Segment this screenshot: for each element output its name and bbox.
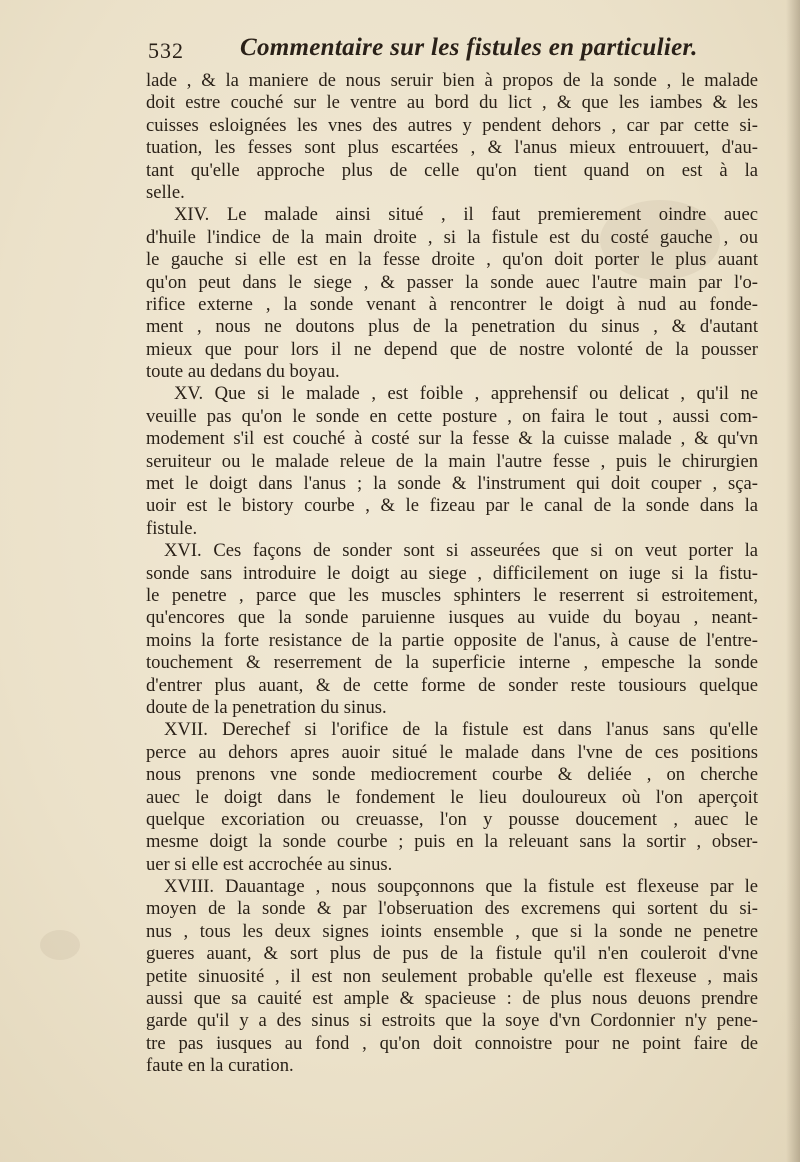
text-line: qu'encores que la sonde paruienne iusques au vuide du boyau , neant- [146, 607, 758, 629]
running-title: Commentaire sur les fistules en particulier. [240, 34, 698, 61]
text-line: qu'on peut dans le siege , & passer la sonde auec l'autre main par l'o- [146, 271, 758, 293]
text-line: mesme doigt la sonde courbe ; puis en la releuant sans la sortir , obser- [146, 831, 758, 853]
text-line: faute en la curation. [146, 1055, 294, 1077]
text-line: nus , tous les deux signes ioints ensemble , que si la sonde ne penetre [146, 920, 758, 942]
text-line: gueres auant, & sort plus de pus de la fistule qu'il n'en couleroit d'vne [146, 943, 758, 965]
section-heading-line: XVI. Ces façons de sonder sont si asseurées que si on veut porter la [164, 540, 758, 562]
text-line: tant qu'elle approche plus de celle qu'on tient quand on est à la [146, 159, 758, 181]
text-line: touchement & reserrement de la superficie interne , empesche la sonde [146, 652, 758, 674]
text-line: uer si elle est accrochée au sinus. [146, 853, 393, 875]
text-line: tre pas iusques au fond , qu'on doit connoistre pour ne point faire de [146, 1032, 758, 1054]
section-heading-line: XV. Que si le malade , est foible , apprehensif ou delicat , qu'il ne [174, 383, 758, 405]
text-line: veuille pas qu'on le sonde en cette posture , on faira le tout , aussi com- [146, 405, 758, 427]
paper-stain [40, 930, 80, 960]
text-line: lade , & la maniere de nous seruir bien à propos de la sonde , le malade [146, 70, 758, 91]
text-line: moins la forte resistance de la partie opposite de l'anus, à cause de l'entre- [146, 629, 758, 651]
text-line: ment , nous ne doutons plus de la penetration du sinus , & d'autant [146, 316, 758, 338]
text-line: fistule. [146, 517, 198, 539]
text-line: le penetre , parce que les muscles sphinters le reserrent si estroitement, [146, 584, 758, 606]
text-line: seruiteur ou le malade releue de la main l'autre fesse , puis le chirurgien [146, 450, 758, 472]
text-line: doit estre couché sur le ventre au bord du lict , & que les iambes & les [146, 92, 758, 114]
text-line: met le doigt dans l'anus ; la sonde & l'instrument qui doit couper , sça- [146, 473, 758, 495]
text-line: tuation, les fesses sont plus escartées , & l'anus mieux entrouuert, d'au- [146, 137, 758, 159]
text-line: aussi que sa cauité est ample & spacieuse : de plus nous deuons prendre [146, 988, 758, 1010]
section-heading-line: XIV. Le malade ainsi situé , il faut premierement oindre auec [174, 204, 758, 226]
text-line: cuisses esloignées les vnes des autres y pendent dehors , car par cette si- [146, 114, 758, 136]
text-line: rifice externe , la sonde venant à rencontrer le doigt à nud au fonde- [146, 293, 758, 315]
text-line: moyen de la sonde & par l'obseruation des excremens qui sortent du si- [146, 898, 758, 920]
section-heading-line: XVIII. Dauantage , nous soupçonnons que la fistule est flexeuse par le [164, 876, 758, 898]
text-line: d'huile l'indice de la main droite , si la fistule est du costé gauche , ou [146, 226, 758, 248]
body-text [146, 70, 758, 1078]
text-line: mieux que pour lors il ne depend que de nostre volonté de la pousser [146, 338, 758, 360]
page-number: 532 [148, 38, 184, 63]
text-line: nous prenons vne sonde mediocrement courbe & deliée , on cherche [146, 764, 758, 786]
text-line: uoir est le bistory courbe , & le fizeau par le canal de la sonde dans la [146, 495, 758, 517]
text-line: d'entrer plus auant, & de cette forme de sonder reste tousiours quelque [146, 674, 758, 696]
text-line: petite sinuosité , il est non seulement probable qu'elle est flexeuse , mais [146, 965, 758, 987]
text-line: le gauche si elle est en la fesse droite , qu'on doit porter le plus auant [146, 249, 758, 271]
text-line: modement s'il est couché à costé sur la fesse & la cuisse malade , & qu'vn [146, 428, 758, 450]
text-line: toute au dedans du boyau. [146, 361, 340, 383]
text-line: doute de la penetration du sinus. [146, 696, 387, 718]
text-line: perce au dehors apres auoir situé le malade dans l'vne de ces positions [146, 741, 758, 763]
text-line: selle. [146, 181, 185, 203]
page-header [148, 34, 758, 68]
section-heading-line: XVII. Derechef si l'orifice de la fistule est dans l'anus sans qu'elle [164, 719, 758, 741]
text-line: garde qu'il y a des sinus si estroits que la soye d'vn Cordonnier n'y pene- [146, 1010, 758, 1032]
text-line: sonde sans introduire le doigt au siege , difficilement on iuge si la fistu- [146, 562, 758, 584]
text-line: auec le doigt dans le fondement le lieu douloureux où l'on aperçoit [146, 786, 758, 808]
text-line: quelque excoriation ou creuasse, l'on y pousse doucement , auec le [146, 808, 758, 830]
